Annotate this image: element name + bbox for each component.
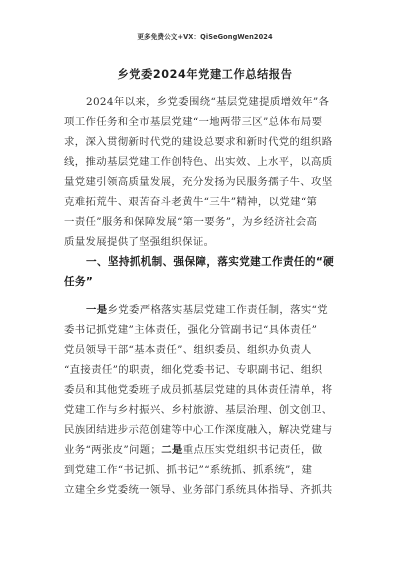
paragraph-line: 线，推动基层党建工作创特色、出实效、上水平，以高质 [64, 156, 333, 168]
section-heading-line: 任务” [64, 276, 94, 288]
paragraph-line: 委员和其他党委班子成员抓基层党建的具体责任清单，将 [64, 384, 333, 396]
line-text: 业务“两张皮”问题； [64, 444, 162, 456]
keyword-first: 一是 [86, 304, 108, 316]
paragraph-line: 求，深入贯彻新时代党的建设总要求和新时代党的组织路 [64, 136, 333, 148]
paragraph-line: 党员领导干部“基本责任”、组织委员、组织办负责人 [64, 344, 312, 356]
paragraph-line: 项工作任务和全市基层党建“一地两带三区”总体布局要 [64, 116, 323, 128]
paragraph-line: 到党建工作“书记抓、抓书记”“系统抓、抓系统”，建 [64, 464, 313, 476]
section-heading-line: 一、坚持抓机制、强保障，落实党建工作责任的“硬 [86, 256, 335, 268]
paragraph-line: 民族团结进步示范创建等中心工作深度融入，解决党建与 [64, 424, 333, 436]
paragraph-line: 立建全乡党委统一领导、业务部门系统具体指导、齐抓共 [64, 484, 333, 496]
paragraph-intro [64, 92, 354, 252]
paragraph-line: 量党建引领高质量发展，充分发扬为民服务孺子牛、攻坚 [64, 176, 333, 188]
paragraph-line [64, 440, 354, 460]
header-note: 更多免费公文+VX：QiSeGongWen2024 [137, 33, 273, 41]
paragraph-line: 克难拓荒牛、艰苦奋斗老黄牛“三牛”精神，以党建“第 [64, 196, 318, 208]
page-title: 乡党委2024年党建工作总结报告 [117, 68, 293, 81]
paragraph-line: 委书记抓党建”主体责任，强化分管副书记“具体责任” [64, 324, 318, 336]
paragraph-line [64, 300, 354, 320]
paragraph-line: 质量发展提供了坚强组织保证。 [64, 236, 215, 248]
paragraph-section1 [64, 300, 354, 500]
section-heading-1 [64, 252, 354, 292]
paragraph-line: 党建工作与乡村振兴、乡村旅游、基层治理、创文创卫、 [64, 404, 333, 416]
paragraph-line: 2024年以来，乡党委围绕“基层党建提质增效年”各 [86, 96, 330, 108]
line-text: 乡党委严格落实基层党建工作责任制，落实“党 [107, 304, 328, 316]
paragraph-line: 一责任”服务和保障发展“第一要务”，为乡经济社会高 [64, 216, 318, 228]
keyword-second: 二是 [161, 444, 183, 456]
line-text: 重点压实党组织书记责任，做 [182, 444, 323, 456]
paragraph-line: “直接责任”的职责，细化党委书记、专职副书记、组织 [64, 364, 323, 376]
